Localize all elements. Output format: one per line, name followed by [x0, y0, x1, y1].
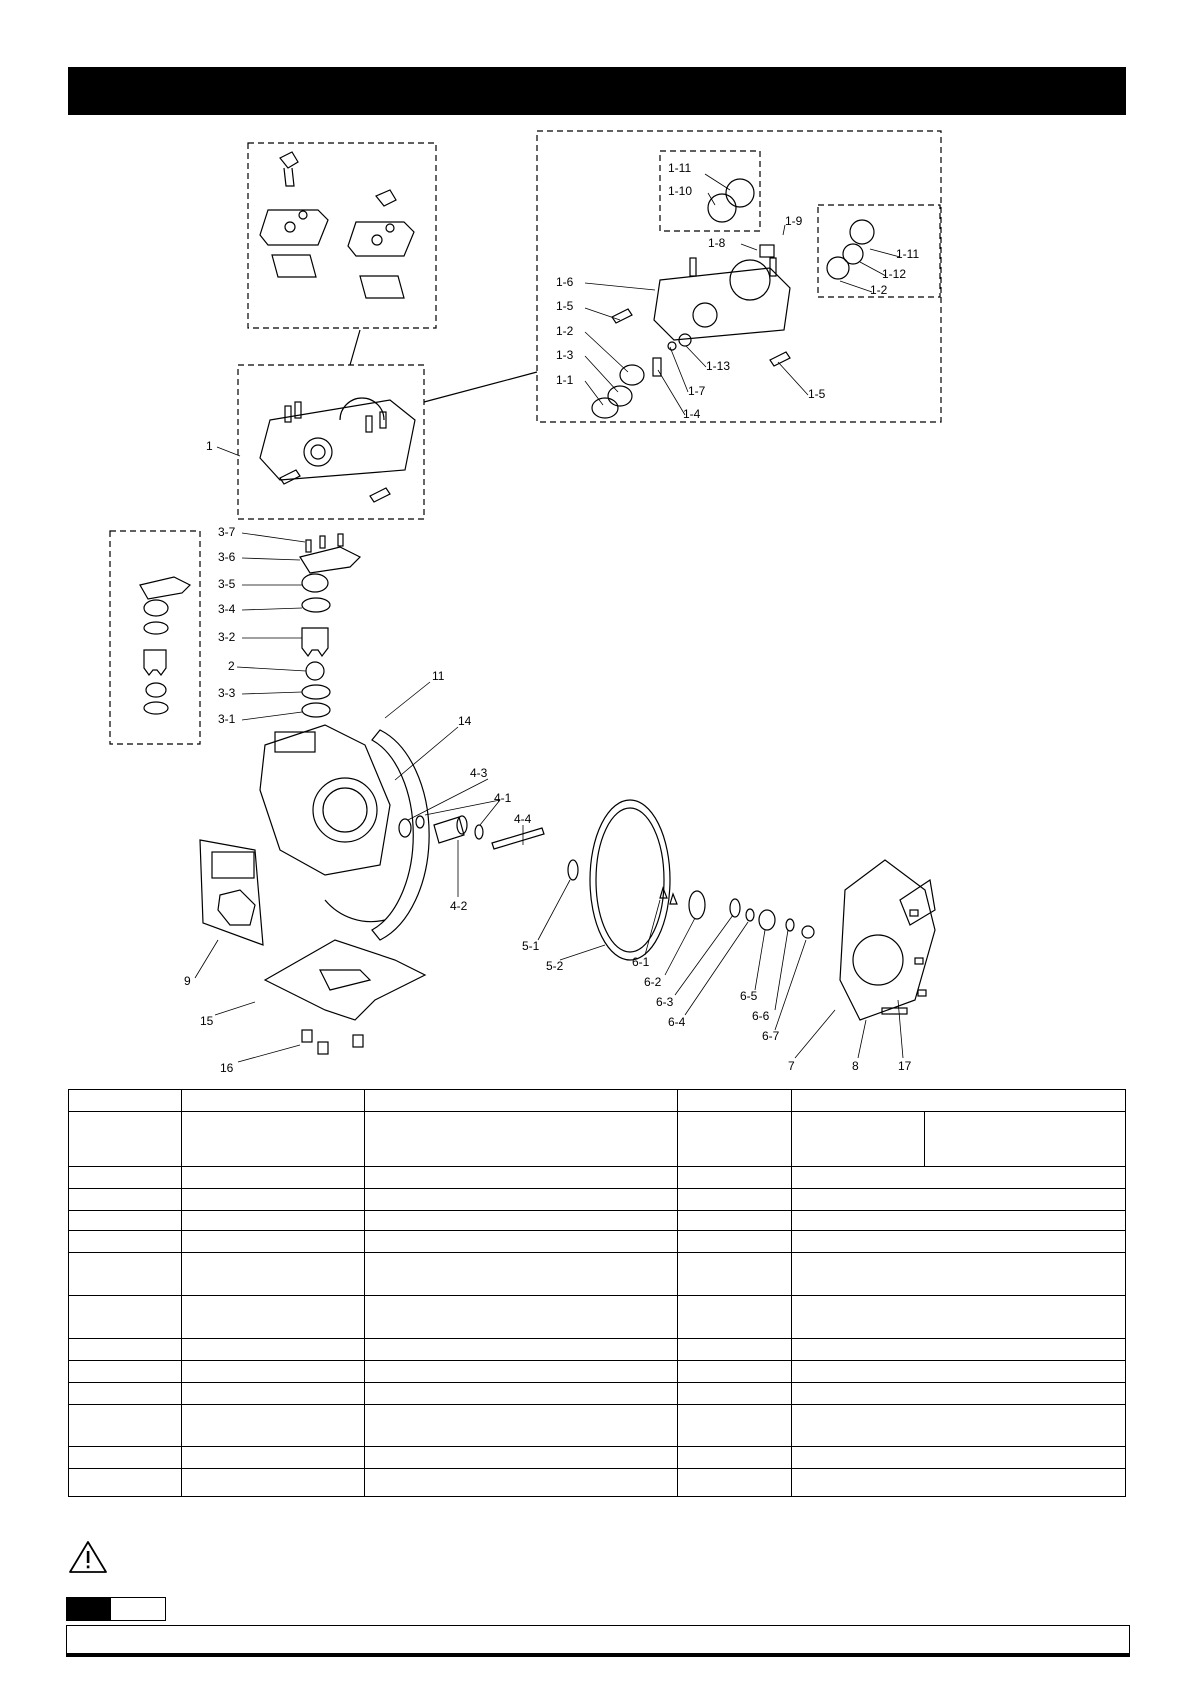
label-6-4: 6-4	[668, 1015, 686, 1029]
label-3-2: 3-2	[218, 630, 236, 644]
warning-triangle-icon	[68, 1540, 108, 1574]
label-3-4: 3-4	[218, 602, 236, 616]
label-1-11-muffler: 1-11	[668, 161, 692, 175]
label-6-7: 6-7	[762, 1029, 780, 1043]
table-row	[69, 1211, 1126, 1231]
label-9: 9	[184, 974, 191, 988]
table-row	[69, 1253, 1126, 1296]
label-1-3: 1-3	[556, 348, 574, 362]
table-row	[69, 1339, 1126, 1361]
label-7: 7	[788, 1059, 795, 1073]
label-15: 15	[200, 1014, 214, 1028]
fitting-options-box	[248, 143, 436, 328]
label-1-13: 1-13	[706, 359, 731, 373]
table-subheader-row	[69, 1112, 1126, 1167]
label-4-4: 4-4	[514, 812, 532, 826]
label-1-9: 1-9	[785, 214, 803, 228]
label-6-2: 6-2	[644, 975, 662, 989]
label-2: 2	[228, 659, 235, 673]
label-1-4: 1-4	[683, 407, 701, 421]
parts-table	[68, 1089, 1126, 1497]
label-3-7: 3-7	[218, 525, 236, 539]
label-4-3: 4-3	[470, 766, 488, 780]
air-valve-assembly-box	[238, 365, 424, 519]
air-valve-detail-box	[537, 131, 941, 422]
label-8: 8	[852, 1059, 859, 1073]
table-row	[69, 1383, 1126, 1405]
label-4-1: 4-1	[494, 791, 512, 805]
footer-bar	[66, 1625, 1130, 1657]
table-row	[69, 1361, 1126, 1383]
label-17: 17	[898, 1059, 912, 1073]
label-3-3: 3-3	[218, 686, 236, 700]
label-3-6: 3-6	[218, 550, 236, 564]
label-1-7: 1-7	[688, 384, 706, 398]
label-6-1: 6-1	[632, 955, 650, 969]
label-1-10: 1-10	[668, 184, 693, 198]
label-3-5: 3-5	[218, 577, 236, 591]
label-1-11-endcap: 1-11	[896, 247, 920, 261]
header-bar	[68, 67, 1126, 115]
label-1-6: 1-6	[556, 275, 574, 289]
page-indicator-fill	[67, 1598, 111, 1620]
label-5-1: 5-1	[522, 939, 540, 953]
label-1: 1	[206, 439, 213, 453]
label-1-2: 1-2	[556, 324, 574, 338]
label-14: 14	[458, 714, 472, 728]
label-6-5: 6-5	[740, 989, 758, 1003]
label-6-6: 6-6	[752, 1009, 770, 1023]
label-11: 11	[432, 669, 445, 683]
label-1-2-endcap: 1-2	[870, 283, 888, 297]
label-5-2: 5-2	[546, 959, 564, 973]
label-1-1: 1-1	[556, 373, 574, 387]
table-row	[69, 1296, 1126, 1339]
exploded-parts-diagram	[0, 120, 1191, 1080]
table-row	[69, 1189, 1126, 1211]
label-1-8: 1-8	[708, 236, 726, 250]
label-1-12: 1-12	[882, 267, 907, 281]
label-1-5-left: 1-5	[556, 299, 574, 313]
label-3-1: 3-1	[218, 712, 236, 726]
table-row	[69, 1469, 1126, 1497]
label-16: 16	[220, 1061, 234, 1075]
check-valve-options-box	[110, 531, 200, 744]
table-row	[69, 1231, 1126, 1253]
table-row	[69, 1447, 1126, 1469]
table-row	[69, 1405, 1126, 1447]
label-1-5-right: 1-5	[808, 387, 826, 401]
label-6-3: 6-3	[656, 995, 674, 1009]
page-indicator	[66, 1597, 166, 1621]
table-header-row	[69, 1090, 1126, 1112]
table-row	[69, 1167, 1126, 1189]
label-4-2: 4-2	[450, 899, 468, 913]
